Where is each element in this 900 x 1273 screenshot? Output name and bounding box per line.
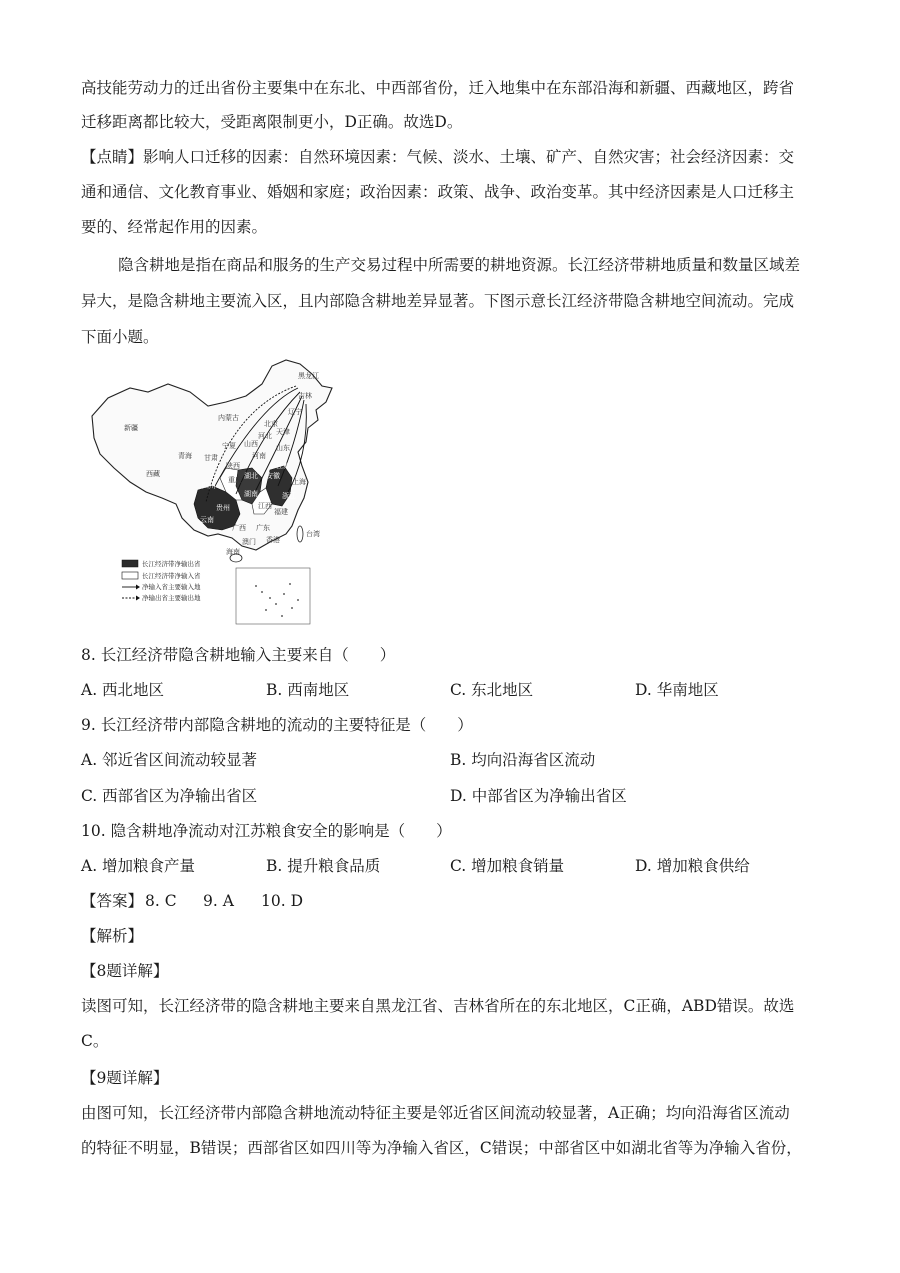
map-label-liaoning: 辽宁 (288, 408, 302, 416)
q8-analysis-title: 【8题详解】 (81, 962, 169, 980)
map-label-qinghai: 青海 (178, 452, 192, 460)
map-label-hunan: 湖南 (244, 490, 258, 498)
passage-line: 异大，是隐含耕地主要流入区，且内部隐含耕地差异显著。下图示意长江经济带隐含耕地空间流动。完成 (81, 292, 795, 310)
map-label-macao: 澳门 (242, 538, 256, 546)
map-label-beijing: 北京 (264, 420, 278, 428)
legend-net-input: 长江经济带净输入省 (142, 572, 201, 580)
question-9-stem: 9. 长江经济带内部隐含耕地的流动的主要特征是（ ） (81, 716, 473, 734)
tip-line: 【点睛】影响人口迁移的因素：自然环境因素：气候、淡水、土壤、矿产、自然灾害；社会经济因素：交 (81, 148, 795, 166)
south-sea-inset (236, 568, 310, 624)
map-label-guangxi: 广西 (232, 524, 246, 532)
map-label-guangdong: 广东 (256, 524, 270, 532)
intro-line: 高技能劳动力的迁出省份主要集中在东北、中西部省份，迁入地集中在东部沿海和新疆、西藏地区，跨省 (81, 79, 795, 97)
answer-item: 10. D (261, 892, 304, 910)
question-9-option-b: B. 均向沿海省区流动 (450, 751, 596, 769)
map-label-taiwan: 台湾 (306, 530, 320, 538)
map-label-hongkong: 香港 (266, 536, 280, 544)
q9-analysis-title: 【9题详解】 (81, 1069, 169, 1087)
question-9-option-d: D. 中部省区为净输出省区 (450, 787, 627, 805)
map-label-gansu: 甘肃 (204, 454, 218, 462)
map-label-shanghai: 上海 (292, 478, 306, 486)
map-label-anhui: 安徽 (266, 472, 280, 480)
map-label-jilin: 吉林 (298, 392, 312, 400)
map-label-henan: 河南 (252, 452, 266, 460)
question-8-stem: 8. 长江经济带隐含耕地输入主要来自（ ） (81, 646, 396, 664)
answer-item: 9. A (203, 892, 234, 910)
question-8-option-c: C. 东北地区 (450, 681, 534, 699)
map-label-neimenggu: 内蒙古 (218, 414, 239, 422)
question-10-option-c: C. 增加粮食销量 (450, 857, 565, 875)
map-label-sichuan: 四川 (202, 482, 216, 490)
map-label-fujian: 福建 (274, 508, 288, 516)
map-label-tianjin: 天津 (276, 428, 290, 436)
map-label-guizhou: 贵州 (216, 504, 230, 512)
passage-line: 隐含耕地是指在商品和服务的生产交易过程中所需要的耕地资源。长江经济带耕地质量和数量区域差 (118, 256, 801, 274)
q8-analysis-line: C。 (81, 1032, 109, 1050)
map-legend (122, 559, 201, 602)
map-label-shanxi: 山西 (244, 440, 258, 448)
map-label-hebei: 河北 (258, 432, 272, 440)
map-label-xizang: 西藏 (146, 470, 160, 478)
map-label-heilongjiang: 黑龙江 (298, 372, 319, 380)
map-label-shandong: 山东 (276, 444, 290, 452)
legend-net-output: 长江经济带净输出省 (142, 560, 201, 568)
map-label-xinjiang: 新疆 (124, 424, 138, 432)
map-label-chongqing: 重庆 (228, 476, 242, 484)
analysis-title: 【解析】 (81, 927, 144, 945)
intro-line: 迁移距离都比较大，受距离限制更小，D正确。故选D。 (81, 113, 463, 131)
legend-output-destination: 净输出省主要输出地 (142, 594, 201, 602)
question-10-option-a: A. 增加粮食产量 (81, 857, 196, 875)
map-label-ningxia: 宁夏 (222, 442, 236, 450)
map-label-yunnan: 云南 (200, 516, 214, 524)
map-label-zhejiang: 浙江 (282, 492, 296, 500)
tip-line: 要的、经常起作用的因素。 (81, 218, 268, 236)
legend-swatch-net-output (122, 560, 138, 567)
map-label-jiangxi: 江西 (258, 502, 272, 510)
map-label-shaanxi: 陕西 (226, 462, 240, 470)
tip-line: 通和通信、文化教育事业、婚姻和家庭；政治因素：政策、战争、政治变革。其中经济因素是人口迁移主 (81, 183, 795, 201)
q9-analysis-line: 的特征不明显，B错误；西部省区如四川等为净输入省区，C错误；中部省区中如湖北省等为净输入省份， (81, 1139, 802, 1157)
question-10-stem: 10. 隐含耕地净流动对江苏粮食安全的影响是（ ） (81, 822, 452, 840)
answer-item: 8. C (145, 892, 177, 910)
question-9-option-a: A. 邻近省区间流动较显著 (81, 751, 258, 769)
map-label-hainan: 海南 (226, 548, 240, 556)
q9-analysis-line: 由图可知，长江经济带内部隐含耕地流动特征主要是邻近省区间流动较显著，A正确；均向沿海省区流动 (81, 1104, 790, 1122)
q8-analysis-line: 读图可知，长江经济带的隐含耕地主要来自黑龙江省、吉林省所在的东北地区，C正确，ABD错误。故选 (81, 997, 795, 1015)
taiwan-island (297, 526, 303, 542)
legend-swatch-net-input (122, 572, 138, 579)
question-9-option-c: C. 西部省区为净输出省区 (81, 787, 258, 805)
map-label-hubei: 湖北 (244, 472, 258, 480)
question-10-option-d: D. 增加粮食供给 (635, 857, 750, 875)
legend-input-destination: 净输入省主要输入地 (142, 583, 201, 591)
south-sea-islands (255, 583, 299, 617)
answer-label: 【答案】 (81, 892, 144, 910)
question-8-option-a: A. 西北地区 (81, 681, 165, 699)
map-label-jiangsu: 江苏 (276, 462, 290, 470)
question-8-option-b: B. 西南地区 (266, 681, 350, 699)
passage-line: 下面小题。 (81, 328, 159, 346)
yangtze-economic-belt-map (86, 358, 340, 630)
question-10-option-b: B. 提升粮食品质 (266, 857, 381, 875)
question-8-option-d: D. 华南地区 (635, 681, 719, 699)
